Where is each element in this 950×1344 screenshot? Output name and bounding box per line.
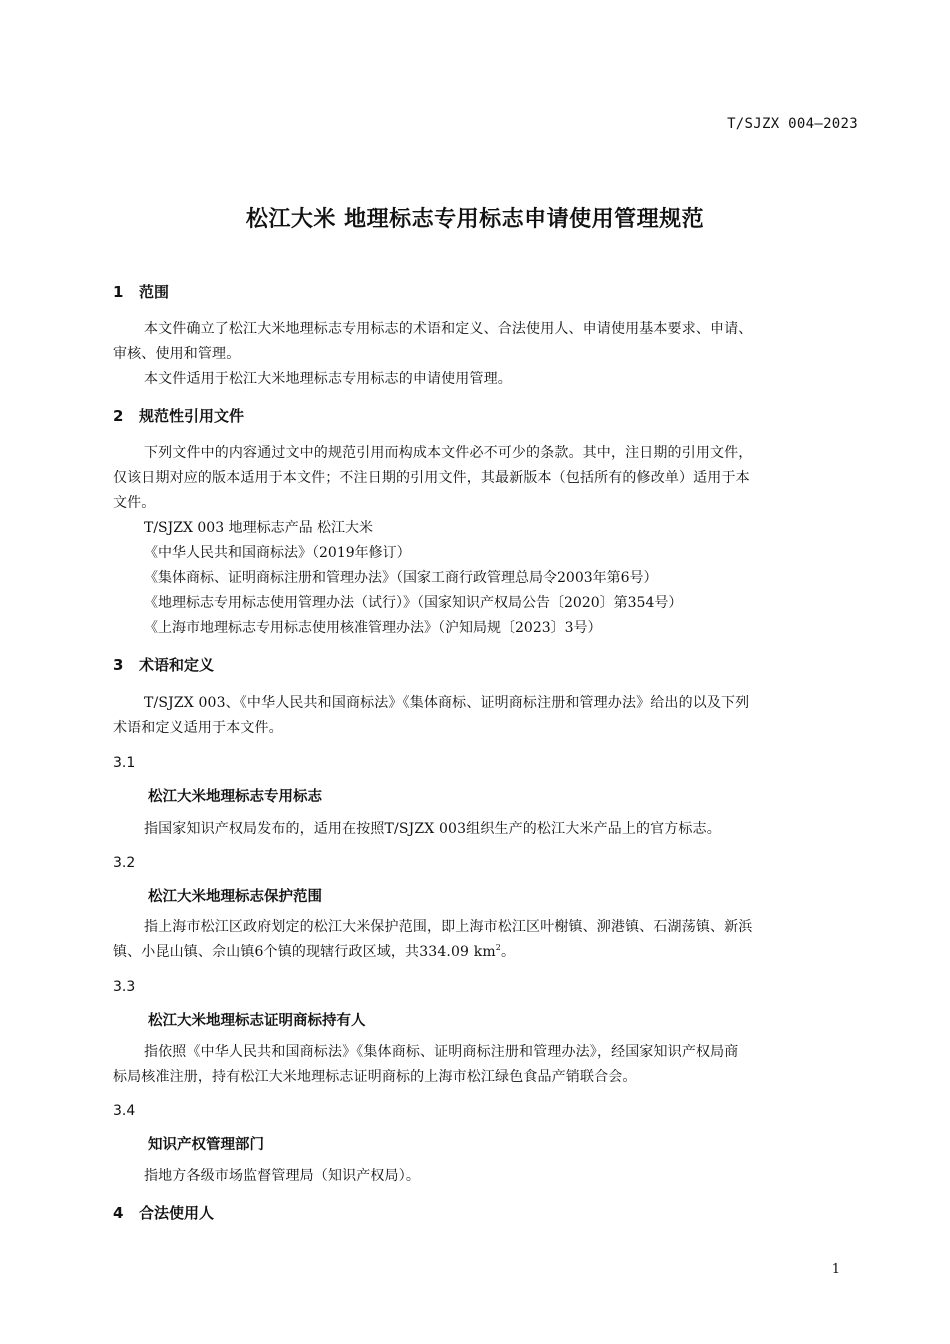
term-definition-continuation bbox=[113, 941, 515, 961]
term-definition-continuation: 标局核准注册，持有松江大米地理标志证明商标的上海市松江绿色食品产销联合会。 bbox=[113, 1069, 637, 1085]
section-title: 术语和定义 bbox=[139, 656, 215, 674]
section-number: 4 bbox=[113, 1204, 124, 1222]
superscript: 2 bbox=[495, 943, 502, 952]
subsection-number: 3.1 bbox=[113, 755, 136, 771]
paragraph: 下列文件中的内容通过文中的规范引用而构成本文件必不可少的条款。其中，注日期的引用文件， bbox=[144, 445, 753, 461]
term-title: 松江大米地理标志专用标志 bbox=[148, 789, 322, 805]
term-title: 知识产权管理部门 bbox=[148, 1137, 264, 1153]
paragraph: 本文件确立了松江大米地理标志专用标志的术语和定义、合法使用人、申请使用基本要求、申请、 bbox=[144, 321, 753, 337]
paragraph-continuation: 审核、使用和管理。 bbox=[113, 346, 241, 362]
reference-item: 《中华人民共和国商标法》（2019年修订） bbox=[144, 545, 411, 561]
subsection-number: 3.4 bbox=[113, 1103, 136, 1119]
document-title: 松江大米 地理标志专用标志申请使用管理规范 bbox=[245, 207, 705, 232]
section-title: 合法使用人 bbox=[139, 1204, 215, 1222]
paragraph-continuation: 术语和定义适用于本文件。 bbox=[113, 720, 283, 736]
term-title: 松江大米地理标志保护范围 bbox=[148, 889, 322, 905]
section-number: 2 bbox=[113, 407, 124, 425]
paragraph: T/SJZX 003、《中华人民共和国商标法》《集体商标、证明商标注册和管理办法》给出的以及下列 bbox=[144, 695, 750, 711]
subsection-number: 3.3 bbox=[113, 979, 136, 995]
term-definition: 指上海市松江区政府划定的松江大米保护范围，即上海市松江区叶榭镇、泖港镇、石湖荡镇、新浜 bbox=[144, 919, 753, 935]
definition-text: 镇、小昆山镇、佘山镇6个镇的现辖行政区域，共334.09 km bbox=[113, 944, 496, 960]
term-definition: 指国家知识产权局发布的，适用在按照T/SJZX 003组织生产的松江大米产品上的官方标志。 bbox=[144, 821, 721, 837]
term-definition: 指依照《中华人民共和国商标法》《集体商标、证明商标注册和管理办法》，经国家知识产权局商 bbox=[144, 1044, 739, 1060]
section-number: 1 bbox=[113, 283, 124, 301]
page-number: 1 bbox=[831, 1262, 840, 1277]
section-title: 规范性引用文件 bbox=[139, 407, 245, 425]
term-definition: 指地方各级市场监督管理局（知识产权局）。 bbox=[144, 1168, 420, 1184]
paragraph: 本文件适用于松江大米地理标志专用标志的申请使用管理。 bbox=[144, 371, 512, 387]
section-3-heading bbox=[113, 654, 214, 675]
section-4-heading bbox=[113, 1202, 214, 1223]
reference-item: 《地理标志专用标志使用管理办法（试行）》（国家知识产权局公告〔2020〕第354号） bbox=[144, 595, 683, 611]
section-2-heading bbox=[113, 405, 244, 426]
section-title: 范围 bbox=[139, 283, 170, 301]
reference-item: 《集体商标、证明商标注册和管理办法》（国家工商行政管理总局令2003年第6号） bbox=[144, 570, 658, 586]
document-code: T/SJZX 004—2023 bbox=[727, 116, 858, 132]
paragraph-continuation: 文件。 bbox=[113, 495, 156, 511]
reference-item: T/SJZX 003 地理标志产品 松江大米 bbox=[144, 520, 374, 536]
section-1-heading bbox=[113, 281, 169, 302]
paragraph-continuation: 仅该日期对应的版本适用于本文件；不注日期的引用文件，其最新版本（包括所有的修改单）适用于本 bbox=[113, 470, 750, 486]
reference-item: 《上海市地理标志专用标志使用核准管理办法》（沪知局规〔2023〕3号） bbox=[144, 620, 602, 636]
term-title: 松江大米地理标志证明商标持有人 bbox=[148, 1013, 366, 1029]
section-number: 3 bbox=[113, 656, 124, 674]
subsection-number: 3.2 bbox=[113, 855, 136, 871]
definition-end: 。 bbox=[501, 944, 516, 960]
